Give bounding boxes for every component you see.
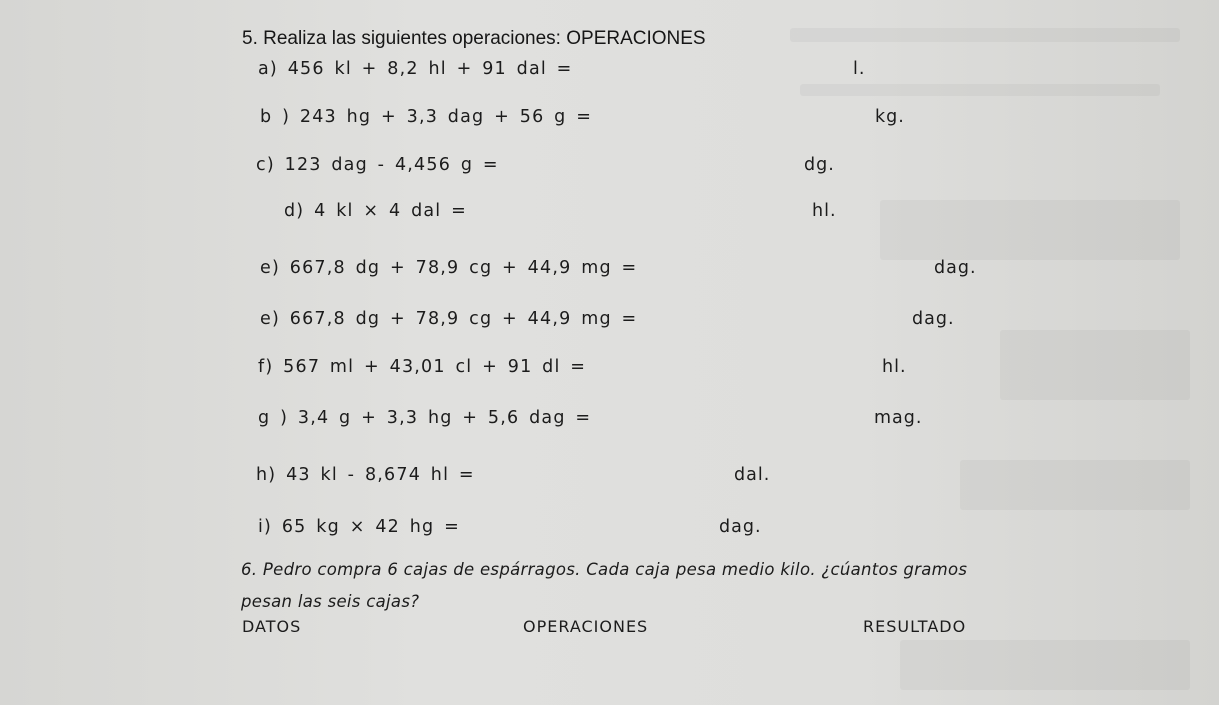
answer-unit-g: mag. [874,408,923,428]
answer-unit-f: hl. [882,357,907,377]
operaciones-label: OPERACIONES [523,617,649,636]
bleed-through-mark [800,84,1160,96]
operation-b: b ) 243 hg + 3,3 dag + 56 g = [260,107,593,127]
operation-e: e) 667,8 dg + 78,9 cg + 44,9 mg = [260,258,638,278]
exercise-6-statement-line-2: pesan las seis cajas? [241,592,420,611]
answer-unit-i: dag. [719,517,762,537]
operation-f: f) 567 ml + 43,01 cl + 91 dl = [258,357,587,377]
operation-c: c) 123 dag - 4,456 g = [256,155,499,175]
exercise-6-statement-line-1: 6. Pedro compra 6 cajas de espárragos. Cada caja pesa medio kilo. ¿cúantos gramos [241,560,968,579]
operation-e-repeat: e) 667,8 dg + 78,9 cg + 44,9 mg = [260,309,638,329]
operation-d: d) 4 kl × 4 dal = [284,201,467,221]
operation-a: a) 456 kl + 8,2 hl + 91 dal = [258,59,573,79]
exercise-5-heading: 5. Realiza las siguientes operaciones: OPERACIONES [242,28,706,49]
bleed-through-mark [900,640,1190,690]
bleed-through-mark [880,200,1180,260]
operation-h: h) 43 kl - 8,674 hl = [256,465,475,485]
operation-i: i) 65 kg × 42 hg = [258,517,460,537]
datos-label: DATOS [242,617,302,636]
bleed-through-mark [790,28,1180,42]
bleed-through-mark [1000,330,1190,400]
answer-unit-h: dal. [734,465,771,485]
answer-unit-e-repeat: dag. [912,309,955,329]
answer-unit-d: hl. [812,201,837,221]
bleed-through-mark [960,460,1190,510]
answer-unit-a: l. [853,59,866,79]
answer-unit-b: kg. [875,107,905,127]
operation-g: g ) 3,4 g + 3,3 hg + 5,6 dag = [258,408,592,428]
answer-unit-c: dg. [804,155,835,175]
answer-unit-e: dag. [934,258,977,278]
resultado-label: RESULTADO [863,617,967,636]
